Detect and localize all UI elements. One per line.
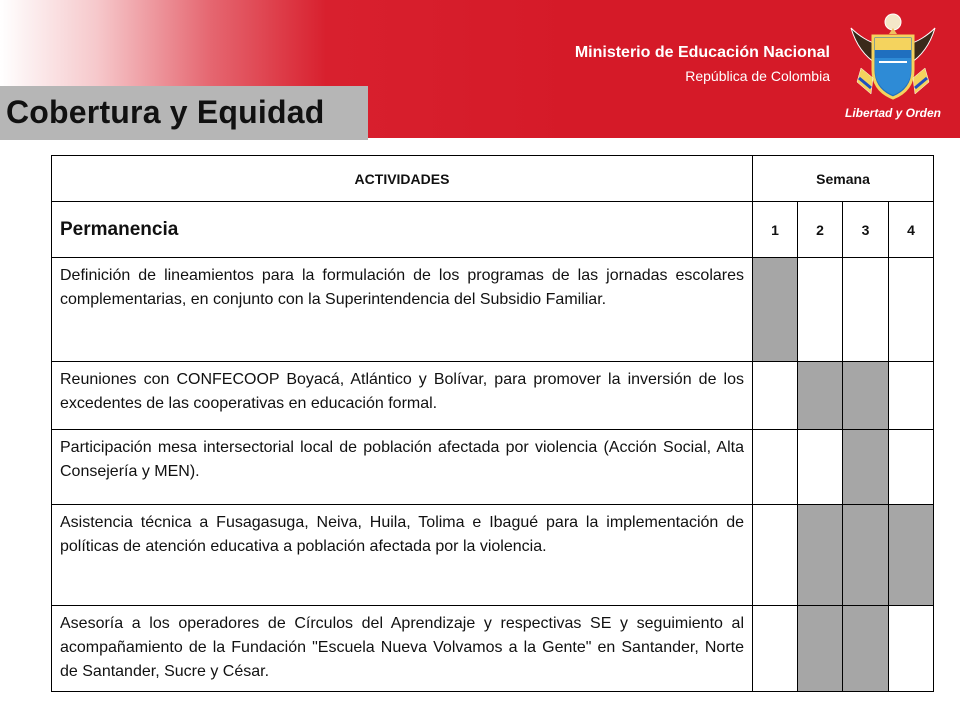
week-cell-filled — [753, 258, 798, 362]
week-cell-filled — [889, 505, 934, 606]
week-cell-empty — [798, 430, 843, 505]
activity-description: Participación mesa intersectorial local de población afectada por violencia (Acción Social, Alta Consejería y MEN). — [52, 430, 753, 505]
week-cell-filled — [843, 505, 889, 606]
table-row — [52, 430, 934, 505]
slide-title: Cobertura y Equidad — [6, 94, 325, 130]
week-cell-empty — [798, 258, 843, 362]
country-name: República de Colombia — [685, 68, 830, 84]
week-number: 2 — [798, 202, 843, 258]
week-cell-empty — [753, 362, 798, 430]
week-number: 4 — [889, 202, 934, 258]
section-row — [52, 202, 934, 258]
section-title: Permanencia — [52, 202, 753, 258]
activity-description: Asistencia técnica a Fusagasuga, Neiva, Huila, Tolima e Ibagué para la implementación de políticas de atención educativa a población afectada por la violencia. — [52, 505, 753, 606]
week-number: 3 — [843, 202, 889, 258]
week-cell-empty — [843, 258, 889, 362]
ministry-name: Ministerio de Educación Nacional — [574, 44, 830, 61]
week-cell-empty — [889, 430, 934, 505]
week-cell-empty — [753, 505, 798, 606]
week-cell-filled — [798, 606, 843, 692]
activities-header: ACTIVIDADES — [52, 156, 753, 202]
week-cell-filled — [843, 362, 889, 430]
week-cell-empty — [889, 258, 934, 362]
week-header: Semana — [753, 156, 934, 202]
table-row — [52, 362, 934, 430]
activity-description: Reuniones con CONFECOOP Boyacá, Atlántico y Bolívar, para promover la inversión de los excedentes de las cooperativas en educación formal. — [52, 362, 753, 430]
week-cell-empty — [889, 606, 934, 692]
week-cell-filled — [843, 430, 889, 505]
table-header-row — [52, 156, 934, 202]
ministry-block — [575, 44, 830, 84]
table-row — [52, 258, 934, 362]
activity-description: Asesoría a los operadores de Círculos del Aprendizaje y respectivas SE y seguimiento al acompañamiento de la Fundación "Escuela Nueva Volvamos a la Gente" en Santander, Norte de Santander, Sucre y César. — [52, 606, 753, 692]
week-cell-empty — [753, 606, 798, 692]
week-cell-filled — [798, 362, 843, 430]
activity-description: Definición de lineamientos para la formulación de los programas de las jornadas escolares complementarias, en conjunto con la Superintendencia del Subsidio Familiar. — [52, 258, 753, 362]
week-cell-empty — [753, 430, 798, 505]
table-row — [52, 606, 934, 692]
week-cell-filled — [798, 505, 843, 606]
table-row — [52, 505, 934, 606]
week-number: 1 — [753, 202, 798, 258]
week-cell-empty — [889, 362, 934, 430]
activities-table — [51, 155, 934, 692]
motto-text: Libertad y Orden — [844, 106, 942, 120]
week-cell-filled — [843, 606, 889, 692]
